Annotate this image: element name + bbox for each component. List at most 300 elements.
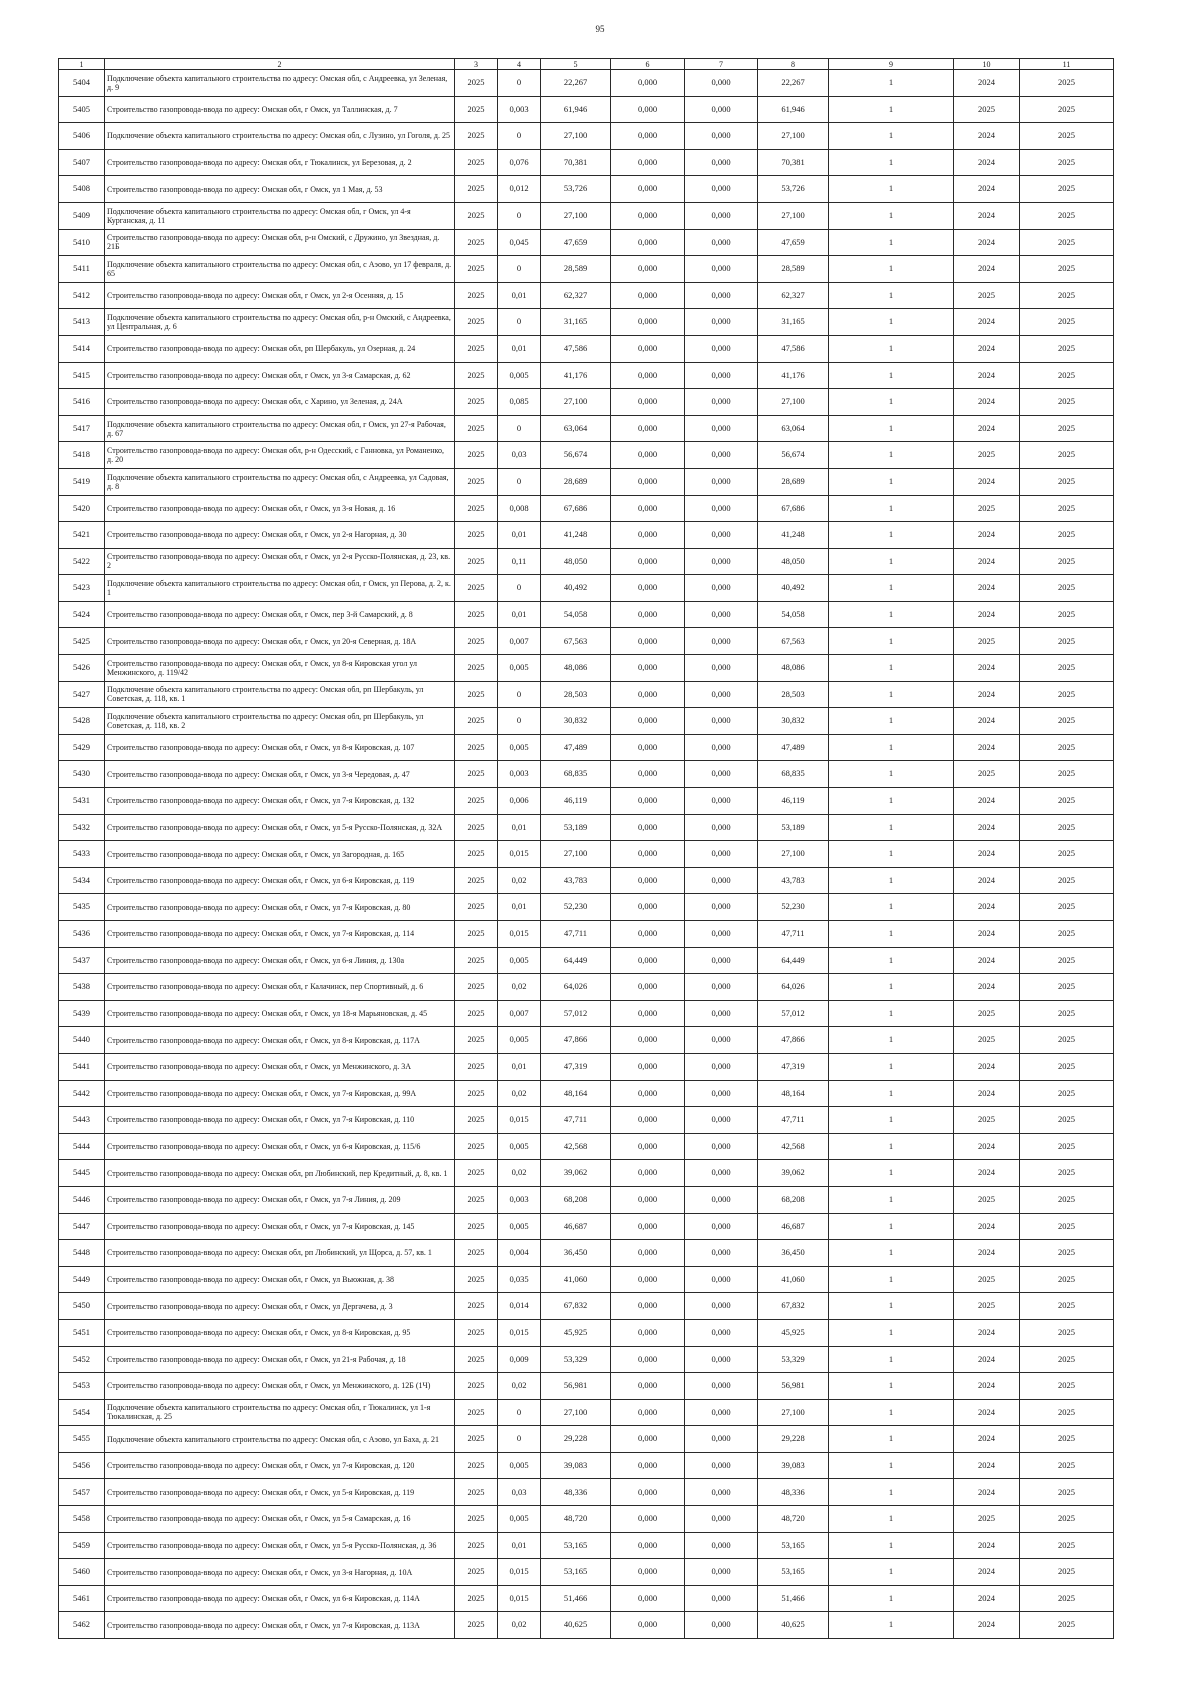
year-cell: 2025 bbox=[455, 894, 498, 921]
start-year-cell: 2024 bbox=[954, 1399, 1020, 1426]
total-cost-cell: 39,062 bbox=[758, 1160, 829, 1187]
length-cell: 0 bbox=[498, 123, 541, 150]
end-year-cell: 2025 bbox=[1020, 149, 1114, 176]
column-header-5: 5 bbox=[541, 59, 611, 70]
total-cost-cell: 46,119 bbox=[758, 788, 829, 815]
row-number-cell: 5448 bbox=[59, 1240, 105, 1267]
length-cell: 0 bbox=[498, 708, 541, 735]
total-cost-cell: 53,329 bbox=[758, 1346, 829, 1373]
cost-col6-cell: 0,000 bbox=[611, 974, 685, 1001]
count-cell: 1 bbox=[829, 1319, 954, 1346]
count-cell: 1 bbox=[829, 974, 954, 1001]
description-cell: Строительство газопровода-ввода по адресу: Омская обл, г Омск, ул Загородная, д. 165 bbox=[105, 841, 455, 868]
table-header bbox=[59, 59, 1114, 70]
year-cell: 2025 bbox=[455, 1293, 498, 1320]
cost-col7-cell: 0,000 bbox=[685, 415, 758, 442]
end-year-cell: 2025 bbox=[1020, 1240, 1114, 1267]
end-year-cell: 2025 bbox=[1020, 1373, 1114, 1400]
cost-cell: 27,100 bbox=[541, 1399, 611, 1426]
table-row bbox=[59, 947, 1114, 974]
year-cell: 2025 bbox=[455, 309, 498, 336]
column-header-2: 2 bbox=[105, 59, 455, 70]
year-cell: 2025 bbox=[455, 1160, 498, 1187]
description-cell: Строительство газопровода-ввода по адресу: Омская обл, г Омск, ул 7-я Кировская, д. 132 bbox=[105, 788, 455, 815]
start-year-cell: 2024 bbox=[954, 1053, 1020, 1080]
row-number-cell: 5430 bbox=[59, 761, 105, 788]
count-cell: 1 bbox=[829, 309, 954, 336]
cost-cell: 56,674 bbox=[541, 442, 611, 469]
cost-col7-cell: 0,000 bbox=[685, 575, 758, 602]
table-row bbox=[59, 1346, 1114, 1373]
table-row bbox=[59, 921, 1114, 948]
row-number-cell: 5442 bbox=[59, 1080, 105, 1107]
start-year-cell: 2024 bbox=[954, 1585, 1020, 1612]
end-year-cell: 2025 bbox=[1020, 1399, 1114, 1426]
length-cell: 0 bbox=[498, 256, 541, 283]
cost-col7-cell: 0,000 bbox=[685, 123, 758, 150]
start-year-cell: 2024 bbox=[954, 947, 1020, 974]
start-year-cell: 2024 bbox=[954, 468, 1020, 495]
row-number-cell: 5449 bbox=[59, 1266, 105, 1293]
end-year-cell: 2025 bbox=[1020, 921, 1114, 948]
row-number-cell: 5438 bbox=[59, 974, 105, 1001]
length-cell: 0 bbox=[498, 575, 541, 602]
description-cell: Строительство газопровода-ввода по адресу: Омская обл, г Омск, ул 3-я Самарская, д. 62 bbox=[105, 362, 455, 389]
cost-cell: 53,165 bbox=[541, 1532, 611, 1559]
row-number-cell: 5421 bbox=[59, 522, 105, 549]
cost-col7-cell: 0,000 bbox=[685, 841, 758, 868]
cost-col7-cell: 0,000 bbox=[685, 176, 758, 203]
count-cell: 1 bbox=[829, 655, 954, 682]
cost-col6-cell: 0,000 bbox=[611, 1213, 685, 1240]
total-cost-cell: 39,083 bbox=[758, 1452, 829, 1479]
description-cell: Строительство газопровода-ввода по адресу: Омская обл, г Омск, ул 2-я Русско-Полянская, д. 23, кв. 2 bbox=[105, 548, 455, 575]
length-cell: 0,01 bbox=[498, 814, 541, 841]
count-cell: 1 bbox=[829, 1000, 954, 1027]
count-cell: 1 bbox=[829, 335, 954, 362]
year-cell: 2025 bbox=[455, 123, 498, 150]
row-number-cell: 5459 bbox=[59, 1532, 105, 1559]
end-year-cell: 2025 bbox=[1020, 601, 1114, 628]
count-cell: 1 bbox=[829, 1053, 954, 1080]
row-number-cell: 5460 bbox=[59, 1559, 105, 1586]
length-cell: 0 bbox=[498, 70, 541, 97]
table-row bbox=[59, 1107, 1114, 1134]
count-cell: 1 bbox=[829, 282, 954, 309]
cost-cell: 42,568 bbox=[541, 1133, 611, 1160]
cost-col6-cell: 0,000 bbox=[611, 1452, 685, 1479]
start-year-cell: 2025 bbox=[954, 1107, 1020, 1134]
row-number-cell: 5418 bbox=[59, 442, 105, 469]
end-year-cell: 2025 bbox=[1020, 1000, 1114, 1027]
cost-col6-cell: 0,000 bbox=[611, 362, 685, 389]
count-cell: 1 bbox=[829, 1399, 954, 1426]
cost-cell: 28,503 bbox=[541, 681, 611, 708]
length-cell: 0,045 bbox=[498, 229, 541, 256]
cost-col7-cell: 0,000 bbox=[685, 601, 758, 628]
year-cell: 2025 bbox=[455, 841, 498, 868]
length-cell: 0,076 bbox=[498, 149, 541, 176]
cost-cell: 64,449 bbox=[541, 947, 611, 974]
start-year-cell: 2024 bbox=[954, 974, 1020, 1001]
year-cell: 2025 bbox=[455, 229, 498, 256]
description-cell: Строительство газопровода-ввода по адресу: Омская обл, г Омск, ул 7-я Кировская, д. 113А bbox=[105, 1612, 455, 1639]
row-number-cell: 5457 bbox=[59, 1479, 105, 1506]
end-year-cell: 2025 bbox=[1020, 335, 1114, 362]
description-cell: Строительство газопровода-ввода по адресу: Омская обл, г Омск, ул 7-я Линия, д. 209 bbox=[105, 1186, 455, 1213]
cost-col6-cell: 0,000 bbox=[611, 575, 685, 602]
cost-col7-cell: 0,000 bbox=[685, 1479, 758, 1506]
column-header-7: 7 bbox=[685, 59, 758, 70]
row-number-cell: 5450 bbox=[59, 1293, 105, 1320]
count-cell: 1 bbox=[829, 176, 954, 203]
description-cell: Строительство газопровода-ввода по адресу: Омская обл, г Омск, ул 8-я Кировская, д. 95 bbox=[105, 1319, 455, 1346]
description-cell: Строительство газопровода-ввода по адресу: Омская обл, г Омск, ул 6-я Кировская, д. 115/6 bbox=[105, 1133, 455, 1160]
total-cost-cell: 30,832 bbox=[758, 708, 829, 735]
start-year-cell: 2025 bbox=[954, 495, 1020, 522]
table-row bbox=[59, 1452, 1114, 1479]
total-cost-cell: 48,164 bbox=[758, 1080, 829, 1107]
row-number-cell: 5461 bbox=[59, 1585, 105, 1612]
year-cell: 2025 bbox=[455, 335, 498, 362]
row-number-cell: 5434 bbox=[59, 867, 105, 894]
total-cost-cell: 47,711 bbox=[758, 921, 829, 948]
cost-cell: 46,687 bbox=[541, 1213, 611, 1240]
cost-col7-cell: 0,000 bbox=[685, 1373, 758, 1400]
cost-col6-cell: 0,000 bbox=[611, 1160, 685, 1187]
table-row bbox=[59, 1240, 1114, 1267]
cost-col7-cell: 0,000 bbox=[685, 1585, 758, 1612]
cost-col6-cell: 0,000 bbox=[611, 1080, 685, 1107]
cost-col7-cell: 0,000 bbox=[685, 1506, 758, 1533]
description-cell: Строительство газопровода-ввода по адресу: Омская обл, г Омск, ул 6-я Кировская, д. 114А bbox=[105, 1585, 455, 1612]
description-cell: Строительство газопровода-ввода по адресу: Омская обл, рп Шербакуль, ул Озерная, д. 24 bbox=[105, 335, 455, 362]
count-cell: 1 bbox=[829, 1559, 954, 1586]
cost-col7-cell: 0,000 bbox=[685, 761, 758, 788]
year-cell: 2025 bbox=[455, 1426, 498, 1453]
cost-col7-cell: 0,000 bbox=[685, 442, 758, 469]
end-year-cell: 2025 bbox=[1020, 309, 1114, 336]
cost-col6-cell: 0,000 bbox=[611, 96, 685, 123]
length-cell: 0,005 bbox=[498, 1213, 541, 1240]
table-row bbox=[59, 1399, 1114, 1426]
cost-col6-cell: 0,000 bbox=[611, 708, 685, 735]
year-cell: 2025 bbox=[455, 202, 498, 229]
end-year-cell: 2025 bbox=[1020, 70, 1114, 97]
table-row bbox=[59, 1080, 1114, 1107]
row-number-cell: 5409 bbox=[59, 202, 105, 229]
end-year-cell: 2025 bbox=[1020, 947, 1114, 974]
year-cell: 2025 bbox=[455, 1266, 498, 1293]
total-cost-cell: 48,720 bbox=[758, 1506, 829, 1533]
end-year-cell: 2025 bbox=[1020, 1585, 1114, 1612]
count-cell: 1 bbox=[829, 1107, 954, 1134]
total-cost-cell: 42,568 bbox=[758, 1133, 829, 1160]
start-year-cell: 2024 bbox=[954, 1213, 1020, 1240]
year-cell: 2025 bbox=[455, 1479, 498, 1506]
cost-col7-cell: 0,000 bbox=[685, 734, 758, 761]
cost-col6-cell: 0,000 bbox=[611, 947, 685, 974]
row-number-cell: 5436 bbox=[59, 921, 105, 948]
end-year-cell: 2025 bbox=[1020, 123, 1114, 150]
start-year-cell: 2024 bbox=[954, 1319, 1020, 1346]
table-row bbox=[59, 522, 1114, 549]
total-cost-cell: 52,230 bbox=[758, 894, 829, 921]
description-cell: Подключение объекта капитального строительства по адресу: Омская обл, г Омск, ул 4-я Курганская, д. 11 bbox=[105, 202, 455, 229]
end-year-cell: 2025 bbox=[1020, 1027, 1114, 1054]
total-cost-cell: 48,050 bbox=[758, 548, 829, 575]
count-cell: 1 bbox=[829, 1612, 954, 1639]
end-year-cell: 2025 bbox=[1020, 1452, 1114, 1479]
length-cell: 0,015 bbox=[498, 1319, 541, 1346]
total-cost-cell: 47,319 bbox=[758, 1053, 829, 1080]
cost-col6-cell: 0,000 bbox=[611, 1293, 685, 1320]
table-row bbox=[59, 389, 1114, 416]
row-number-cell: 5444 bbox=[59, 1133, 105, 1160]
start-year-cell: 2024 bbox=[954, 1080, 1020, 1107]
start-year-cell: 2025 bbox=[954, 761, 1020, 788]
length-cell: 0,005 bbox=[498, 1027, 541, 1054]
end-year-cell: 2025 bbox=[1020, 495, 1114, 522]
row-number-cell: 5407 bbox=[59, 149, 105, 176]
length-cell: 0,003 bbox=[498, 96, 541, 123]
end-year-cell: 2025 bbox=[1020, 974, 1114, 1001]
cost-col7-cell: 0,000 bbox=[685, 548, 758, 575]
cost-cell: 47,659 bbox=[541, 229, 611, 256]
count-cell: 1 bbox=[829, 1293, 954, 1320]
length-cell: 0,007 bbox=[498, 1000, 541, 1027]
table-row bbox=[59, 814, 1114, 841]
cost-cell: 27,100 bbox=[541, 123, 611, 150]
start-year-cell: 2024 bbox=[954, 229, 1020, 256]
cost-col6-cell: 0,000 bbox=[611, 149, 685, 176]
year-cell: 2025 bbox=[455, 1585, 498, 1612]
count-cell: 1 bbox=[829, 1080, 954, 1107]
table-row bbox=[59, 708, 1114, 735]
cost-cell: 47,711 bbox=[541, 1107, 611, 1134]
end-year-cell: 2025 bbox=[1020, 1532, 1114, 1559]
start-year-cell: 2024 bbox=[954, 335, 1020, 362]
end-year-cell: 2025 bbox=[1020, 1426, 1114, 1453]
description-cell: Подключение объекта капитального строительства по адресу: Омская обл, г Тюкалинск, ул 1-я Тюкалинская, д. 25 bbox=[105, 1399, 455, 1426]
total-cost-cell: 47,866 bbox=[758, 1027, 829, 1054]
length-cell: 0,02 bbox=[498, 867, 541, 894]
table-row bbox=[59, 309, 1114, 336]
cost-col6-cell: 0,000 bbox=[611, 1585, 685, 1612]
end-year-cell: 2025 bbox=[1020, 708, 1114, 735]
year-cell: 2025 bbox=[455, 1240, 498, 1267]
description-cell: Строительство газопровода-ввода по адресу: Омская обл, г Омск, ул 18-я Марьяновская, д. 45 bbox=[105, 1000, 455, 1027]
cost-cell: 48,050 bbox=[541, 548, 611, 575]
cost-col7-cell: 0,000 bbox=[685, 814, 758, 841]
count-cell: 1 bbox=[829, 1346, 954, 1373]
cost-col6-cell: 0,000 bbox=[611, 282, 685, 309]
description-cell: Строительство газопровода-ввода по адресу: Омская обл, г Омск, ул 8-я Кировская угол ул Менжинского, д. 119/42 bbox=[105, 655, 455, 682]
count-cell: 1 bbox=[829, 575, 954, 602]
end-year-cell: 2025 bbox=[1020, 256, 1114, 283]
cost-col7-cell: 0,000 bbox=[685, 974, 758, 1001]
end-year-cell: 2025 bbox=[1020, 522, 1114, 549]
count-cell: 1 bbox=[829, 495, 954, 522]
total-cost-cell: 27,100 bbox=[758, 389, 829, 416]
total-cost-cell: 27,100 bbox=[758, 202, 829, 229]
end-year-cell: 2025 bbox=[1020, 575, 1114, 602]
end-year-cell: 2025 bbox=[1020, 176, 1114, 203]
cost-cell: 31,165 bbox=[541, 309, 611, 336]
row-number-cell: 5429 bbox=[59, 734, 105, 761]
length-cell: 0,007 bbox=[498, 628, 541, 655]
end-year-cell: 2025 bbox=[1020, 1319, 1114, 1346]
cost-cell: 36,450 bbox=[541, 1240, 611, 1267]
table-row bbox=[59, 362, 1114, 389]
total-cost-cell: 41,060 bbox=[758, 1266, 829, 1293]
end-year-cell: 2025 bbox=[1020, 548, 1114, 575]
cost-col6-cell: 0,000 bbox=[611, 415, 685, 442]
count-cell: 1 bbox=[829, 256, 954, 283]
count-cell: 1 bbox=[829, 601, 954, 628]
row-number-cell: 5423 bbox=[59, 575, 105, 602]
row-number-cell: 5405 bbox=[59, 96, 105, 123]
table-row bbox=[59, 229, 1114, 256]
end-year-cell: 2025 bbox=[1020, 761, 1114, 788]
cost-col7-cell: 0,000 bbox=[685, 1000, 758, 1027]
cost-col7-cell: 0,000 bbox=[685, 309, 758, 336]
end-year-cell: 2025 bbox=[1020, 229, 1114, 256]
start-year-cell: 2024 bbox=[954, 70, 1020, 97]
cost-col7-cell: 0,000 bbox=[685, 1346, 758, 1373]
count-cell: 1 bbox=[829, 761, 954, 788]
description-cell: Строительство газопровода-ввода по адресу: Омская обл, г Тюкалинск, ул Березовая, д. 2 bbox=[105, 149, 455, 176]
length-cell: 0,01 bbox=[498, 894, 541, 921]
total-cost-cell: 40,492 bbox=[758, 575, 829, 602]
description-cell: Строительство газопровода-ввода по адресу: Омская обл, г Омск, ул Таллинская, д. 7 bbox=[105, 96, 455, 123]
length-cell: 0,02 bbox=[498, 1612, 541, 1639]
end-year-cell: 2025 bbox=[1020, 1133, 1114, 1160]
cost-col6-cell: 0,000 bbox=[611, 468, 685, 495]
year-cell: 2025 bbox=[455, 362, 498, 389]
year-cell: 2025 bbox=[455, 734, 498, 761]
table-row bbox=[59, 548, 1114, 575]
start-year-cell: 2025 bbox=[954, 628, 1020, 655]
cost-cell: 27,100 bbox=[541, 841, 611, 868]
count-cell: 1 bbox=[829, 1506, 954, 1533]
row-number-cell: 5446 bbox=[59, 1186, 105, 1213]
total-cost-cell: 27,100 bbox=[758, 841, 829, 868]
total-cost-cell: 53,189 bbox=[758, 814, 829, 841]
cost-col7-cell: 0,000 bbox=[685, 1213, 758, 1240]
count-cell: 1 bbox=[829, 1266, 954, 1293]
start-year-cell: 2024 bbox=[954, 176, 1020, 203]
count-cell: 1 bbox=[829, 1479, 954, 1506]
total-cost-cell: 53,165 bbox=[758, 1559, 829, 1586]
year-cell: 2025 bbox=[455, 1080, 498, 1107]
cost-col7-cell: 0,000 bbox=[685, 947, 758, 974]
length-cell: 0,015 bbox=[498, 841, 541, 868]
total-cost-cell: 70,381 bbox=[758, 149, 829, 176]
cost-col6-cell: 0,000 bbox=[611, 601, 685, 628]
year-cell: 2025 bbox=[455, 788, 498, 815]
cost-col6-cell: 0,000 bbox=[611, 495, 685, 522]
length-cell: 0,015 bbox=[498, 1585, 541, 1612]
cost-col7-cell: 0,000 bbox=[685, 921, 758, 948]
start-year-cell: 2025 bbox=[954, 442, 1020, 469]
page-number: 95 bbox=[595, 24, 605, 34]
cost-cell: 43,783 bbox=[541, 867, 611, 894]
year-cell: 2025 bbox=[455, 1186, 498, 1213]
year-cell: 2025 bbox=[455, 495, 498, 522]
table-row bbox=[59, 123, 1114, 150]
start-year-cell: 2024 bbox=[954, 362, 1020, 389]
count-cell: 1 bbox=[829, 548, 954, 575]
cost-col6-cell: 0,000 bbox=[611, 1053, 685, 1080]
count-cell: 1 bbox=[829, 442, 954, 469]
count-cell: 1 bbox=[829, 708, 954, 735]
cost-cell: 46,119 bbox=[541, 788, 611, 815]
start-year-cell: 2025 bbox=[954, 96, 1020, 123]
end-year-cell: 2025 bbox=[1020, 1080, 1114, 1107]
table-row bbox=[59, 176, 1114, 203]
cost-cell: 67,832 bbox=[541, 1293, 611, 1320]
cost-col7-cell: 0,000 bbox=[685, 681, 758, 708]
end-year-cell: 2025 bbox=[1020, 1612, 1114, 1639]
cost-cell: 40,625 bbox=[541, 1612, 611, 1639]
table-row bbox=[59, 256, 1114, 283]
row-number-cell: 5431 bbox=[59, 788, 105, 815]
year-cell: 2025 bbox=[455, 1319, 498, 1346]
start-year-cell: 2024 bbox=[954, 1479, 1020, 1506]
cost-cell: 53,726 bbox=[541, 176, 611, 203]
table-row bbox=[59, 468, 1114, 495]
description-cell: Подключение объекта капитального строительства по адресу: Омская обл, с Лузино, ул Гоголя, д. 25 bbox=[105, 123, 455, 150]
cost-cell: 39,083 bbox=[541, 1452, 611, 1479]
cost-col6-cell: 0,000 bbox=[611, 814, 685, 841]
table-row bbox=[59, 1160, 1114, 1187]
cost-col7-cell: 0,000 bbox=[685, 1319, 758, 1346]
total-cost-cell: 47,489 bbox=[758, 734, 829, 761]
row-number-cell: 5417 bbox=[59, 415, 105, 442]
cost-col7-cell: 0,000 bbox=[685, 362, 758, 389]
count-cell: 1 bbox=[829, 522, 954, 549]
start-year-cell: 2024 bbox=[954, 548, 1020, 575]
total-cost-cell: 28,589 bbox=[758, 256, 829, 283]
table-row bbox=[59, 681, 1114, 708]
cost-cell: 67,563 bbox=[541, 628, 611, 655]
table-row bbox=[59, 974, 1114, 1001]
row-number-cell: 5445 bbox=[59, 1160, 105, 1187]
description-cell: Строительство газопровода-ввода по адресу: Омская обл, г Омск, ул 5-я Кировская, д. 119 bbox=[105, 1479, 455, 1506]
cost-col6-cell: 0,000 bbox=[611, 1399, 685, 1426]
cost-cell: 61,946 bbox=[541, 96, 611, 123]
cost-cell: 39,062 bbox=[541, 1160, 611, 1187]
total-cost-cell: 67,832 bbox=[758, 1293, 829, 1320]
description-cell: Строительство газопровода-ввода по адресу: Омская обл, г Омск, ул 1 Мая, д. 53 bbox=[105, 176, 455, 203]
length-cell: 0,003 bbox=[498, 1186, 541, 1213]
description-cell: Подключение объекта капитального строительства по адресу: Омская обл, с Андреевка, ул Зеленая, д. 9 bbox=[105, 70, 455, 97]
cost-col7-cell: 0,000 bbox=[685, 1160, 758, 1187]
length-cell: 0,01 bbox=[498, 1053, 541, 1080]
description-cell: Строительство газопровода-ввода по адресу: Омская обл, г Омск, ул 3-я Нагорная, д. 10А bbox=[105, 1559, 455, 1586]
table-row bbox=[59, 442, 1114, 469]
start-year-cell: 2024 bbox=[954, 1612, 1020, 1639]
start-year-cell: 2024 bbox=[954, 1452, 1020, 1479]
table-row bbox=[59, 1532, 1114, 1559]
table-row bbox=[59, 1559, 1114, 1586]
total-cost-cell: 53,165 bbox=[758, 1532, 829, 1559]
start-year-cell: 2024 bbox=[954, 1346, 1020, 1373]
length-cell: 0 bbox=[498, 681, 541, 708]
total-cost-cell: 68,835 bbox=[758, 761, 829, 788]
length-cell: 0,005 bbox=[498, 947, 541, 974]
